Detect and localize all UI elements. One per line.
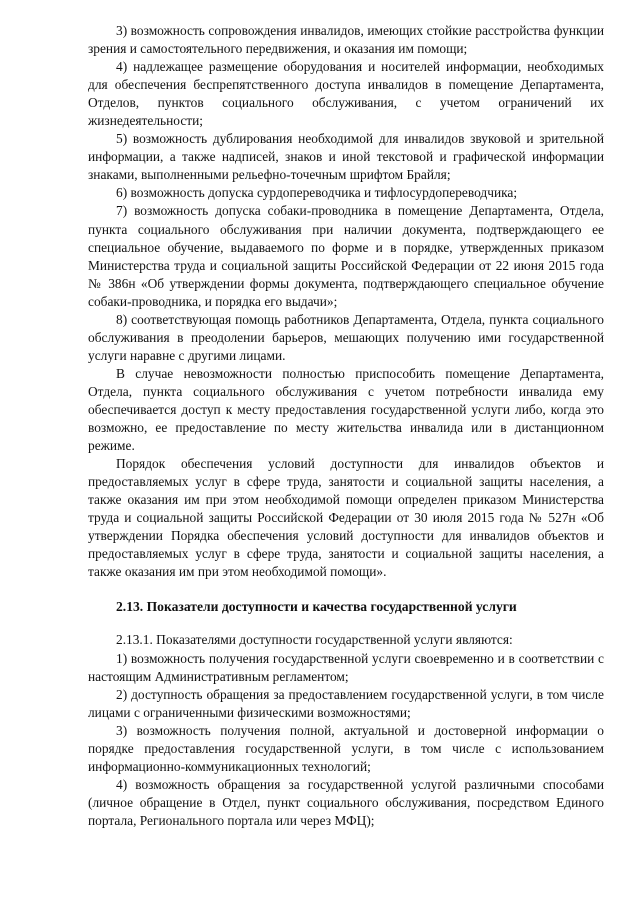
paragraph-indicator-2: 2) доступность обращения за предоставлением государственной услуги, в том числе лицами с ограниченными физическими возможностями;	[88, 686, 604, 720]
paragraph-item-4: 4) надлежащее размещение оборудования и носителей информации, необходимых для обеспечения беспрепятственного доступа инвалидов в помещение Департамента, Отделов, пунктов социального обслуживания, с учетом ограничений их жизнедеятельности;	[88, 59, 604, 129]
paragraph-item-5: 5) возможность дублирования необходимой для инвалидов звуковой и зрительной информации, а также надписей, знаков и иной текстовой и графической информации знаками, выполненными рельефно-точечным шрифтом Брайля;	[88, 131, 604, 183]
paragraph-item-6: 6) возможность допуска сурдопереводчика и тифлосурдопереводчика;	[116, 185, 518, 201]
section-heading: 2.13. Показатели доступности и качества государственной услуги	[116, 599, 517, 615]
paragraph-accessibility-order: Порядок обеспечения условий доступности для инвалидов объектов и предоставляемых услуг в сфере труда, занятости и социальной защиты населения, а также оказания им при этом необходимой помощи определен приказом Министерства труда и социальной защиты Российской Федерации от 30 июля 2015 года № 527н «Об утверждении Порядка обеспечения условий доступности для инвалидов объектов и предоставляемых услуг в сфере труда, занятости и социальной защиты населения, а также оказания им при этом необходимой помощи».	[88, 456, 604, 580]
document-page	[88, 22, 604, 830]
paragraph-indicator-1: 1) возможность получения государственной услуги своевременно и в соответствии с настоящим Административным регламентом;	[88, 650, 604, 684]
paragraph-indicator-4: 4) возможность обращения за государственной услугой различными способами (личное обращение в Отдел, пункт социального обслуживания, посредством Единого портала, Регионального портала или через МФЦ);	[88, 776, 604, 828]
paragraph-indicator-3: 3) возможность получения полной, актуальной и достоверной информации о порядке предоставления государственной услуги, в том числе с использованием информационно-коммуникационных технологий;	[88, 722, 604, 774]
paragraph-item-3: 3) возможность сопровождения инвалидов, имеющих стойкие расстройства функции зрения и самостоятельного передвижения, и оказания им помощи;	[88, 23, 604, 57]
paragraph-2-13-1: 2.13.1. Показателями доступности государственной услуги являются:	[116, 632, 513, 648]
paragraph-item-8: 8) соответствующая помощь работников Департамента, Отдела, пункта социального обслуживания в преодолении барьеров, мешающих получению ими государственной услуги наравне с другими лицами.	[88, 311, 604, 363]
paragraph-item-7: 7) возможность допуска собаки-проводника в помещение Департамента, Отдела, пункта социального обслуживания при наличии документа, подтверждающего ее специальное обучение, выдаваемого по форме и в порядке, утвержденных приказом Министерства труда и социальной защиты Российской Федерации от 22 июня 2015 года № 386н «Об утверждении формы документа, подтверждающего специальное обучение собаки-проводника, и порядка его выдачи»;	[88, 203, 604, 309]
paragraph-inaccessible-premises: В случае невозможности полностью приспособить помещение Департамента, Отдела, пункта социального обслуживания с учетом потребности инвалида ему обеспечивается доступ к месту предоставления государственной услуги либо, когда это возможно, ее предоставление по месту жительства инвалида или в дистанционном режиме.	[88, 365, 604, 454]
